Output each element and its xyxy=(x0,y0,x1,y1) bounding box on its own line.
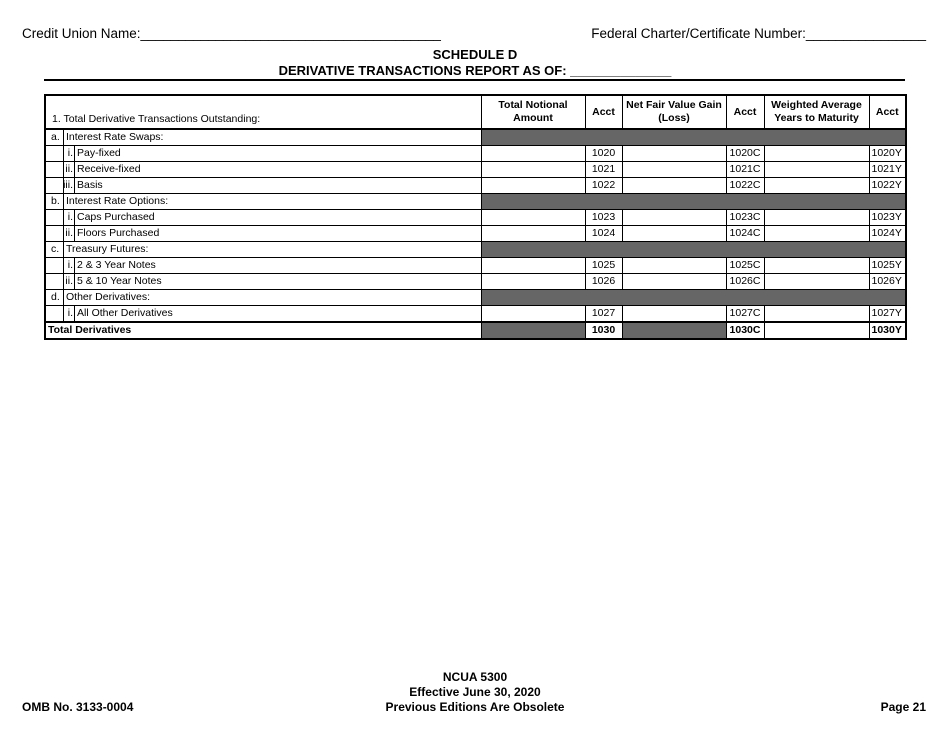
notional-amount-input[interactable] xyxy=(481,162,585,178)
wam-input[interactable] xyxy=(764,306,869,323)
acct-header-2: Acct xyxy=(726,95,764,129)
item-title: 5 & 10 Year Notes xyxy=(77,275,162,287)
item-number: ii. xyxy=(65,163,73,175)
acct-code: 1021 xyxy=(585,162,622,178)
net-fair-value-header: Net Fair Value Gain (Loss) xyxy=(622,95,726,129)
wam-input[interactable] xyxy=(764,162,869,178)
acct-code-c: 1023C xyxy=(726,210,764,226)
acct-code: 1023 xyxy=(585,210,622,226)
item-title: Pay-fixed xyxy=(77,147,121,159)
net-fair-value-input[interactable] xyxy=(622,162,726,178)
obsolete-note: Previous Editions Are Obsolete xyxy=(385,700,565,714)
section-label xyxy=(45,129,481,146)
acct-header-1: Acct xyxy=(585,95,622,129)
acct-code: 1024 xyxy=(585,226,622,242)
shaded-band xyxy=(481,290,906,306)
section-title: Interest Rate Options: xyxy=(66,195,169,207)
item-title: Receive-fixed xyxy=(77,163,141,175)
effective-date: Effective June 30, 2020 xyxy=(409,685,541,699)
acct-code-c: 1020C xyxy=(726,146,764,162)
table-row xyxy=(45,210,906,226)
shaded-band xyxy=(481,194,906,210)
section-title: Treasury Futures: xyxy=(66,243,149,255)
page-number: Page 21 xyxy=(880,700,926,714)
wam-header: Weighted Average Years to Maturity xyxy=(764,95,869,129)
total-acct-code: 1030 xyxy=(585,322,622,339)
acct-code: 1027 xyxy=(585,306,622,323)
net-fair-value-input[interactable] xyxy=(622,258,726,274)
wam-input[interactable] xyxy=(764,226,869,242)
acct-code-y: 1021Y xyxy=(869,162,906,178)
acct-code-y: 1020Y xyxy=(869,146,906,162)
acct-code-y: 1025Y xyxy=(869,258,906,274)
acct-code-c: 1026C xyxy=(726,274,764,290)
wam-input[interactable] xyxy=(764,146,869,162)
net-fair-value-input[interactable] xyxy=(622,146,726,162)
acct-code: 1025 xyxy=(585,258,622,274)
notional-amount-input[interactable] xyxy=(481,146,585,162)
acct-code-c: 1027C xyxy=(726,306,764,323)
line-item-label xyxy=(45,226,481,242)
line-item-label xyxy=(45,146,481,162)
section-label xyxy=(45,242,481,258)
title-rule xyxy=(44,79,905,81)
acct-code-c: 1021C xyxy=(726,162,764,178)
acct-code-c: 1022C xyxy=(726,178,764,194)
line-item-label xyxy=(45,274,481,290)
item-number: iii. xyxy=(63,179,73,191)
acct-header-3: Acct xyxy=(869,95,906,129)
line-item-label xyxy=(45,178,481,194)
item-title: Floors Purchased xyxy=(77,227,160,239)
item-number: ii. xyxy=(65,227,73,239)
table-row xyxy=(45,258,906,274)
item-title: 2 & 3 Year Notes xyxy=(77,259,156,271)
section-letter: a. xyxy=(51,131,60,143)
acct-code-y: 1026Y xyxy=(869,274,906,290)
total-label: Total Derivatives xyxy=(45,322,481,339)
line-item-label xyxy=(45,306,481,323)
charter-number-label: Federal Charter/Certificate Number:________________ xyxy=(591,26,926,41)
item-number: i. xyxy=(67,211,73,223)
acct-code: 1026 xyxy=(585,274,622,290)
shaded-band xyxy=(481,242,906,258)
section-letter: c. xyxy=(51,243,60,255)
wam-input[interactable] xyxy=(764,258,869,274)
section-row xyxy=(45,290,906,306)
derivative-transactions-table xyxy=(44,94,907,340)
line-item-label xyxy=(45,162,481,178)
table-header-row xyxy=(45,95,906,129)
table-row xyxy=(45,274,906,290)
section-row xyxy=(45,242,906,258)
total-notional-shaded xyxy=(481,322,585,339)
net-fair-value-input[interactable] xyxy=(622,306,726,323)
item-number: ii. xyxy=(65,275,73,287)
acct-code-y: 1024Y xyxy=(869,226,906,242)
report-title: DERIVATIVE TRANSACTIONS REPORT AS OF: ______________ xyxy=(278,63,672,78)
table-row xyxy=(45,162,906,178)
acct-code: 1022 xyxy=(585,178,622,194)
line-item-label xyxy=(45,210,481,226)
section-row xyxy=(45,129,906,146)
section-label xyxy=(45,290,481,306)
net-fair-value-input[interactable] xyxy=(622,274,726,290)
credit-union-name-label: Credit Union Name:________________________________________ xyxy=(22,26,441,41)
description-header: 1. Total Derivative Transactions Outstanding: xyxy=(45,95,481,129)
wam-input[interactable] xyxy=(764,178,869,194)
table-row xyxy=(45,226,906,242)
omb-number: OMB No. 3133-0004 xyxy=(22,700,134,714)
item-title: Basis xyxy=(77,179,103,191)
acct-code-c: 1024C xyxy=(726,226,764,242)
item-number: i. xyxy=(67,259,73,271)
line-item-label xyxy=(45,258,481,274)
total-acct-code-c: 1030C xyxy=(726,322,764,339)
net-fair-value-input[interactable] xyxy=(622,226,726,242)
section-label xyxy=(45,194,481,210)
net-fair-value-input[interactable] xyxy=(622,178,726,194)
schedule-title: SCHEDULE D xyxy=(432,47,518,62)
section-letter: b. xyxy=(51,195,60,207)
notional-amount-input[interactable] xyxy=(481,306,585,323)
section-row xyxy=(45,194,906,210)
total-fair-value-shaded xyxy=(622,322,726,339)
form-number: NCUA 5300 xyxy=(442,670,508,684)
wam-input[interactable] xyxy=(764,274,869,290)
acct-code: 1020 xyxy=(585,146,622,162)
acct-code-y: 1022Y xyxy=(869,178,906,194)
total-acct-code-y: 1030Y xyxy=(869,322,906,339)
notional-amount-input[interactable] xyxy=(481,210,585,226)
item-title: Caps Purchased xyxy=(77,211,155,223)
item-number: i. xyxy=(67,147,73,159)
total-row xyxy=(45,322,906,339)
total-wam-input[interactable] xyxy=(764,322,869,339)
wam-input[interactable] xyxy=(764,210,869,226)
table-row xyxy=(45,178,906,194)
notional-amount-input[interactable] xyxy=(481,226,585,242)
notional-amount-input[interactable] xyxy=(481,258,585,274)
table-row xyxy=(45,306,906,323)
notional-header: Total Notional Amount xyxy=(481,95,585,129)
acct-code-c: 1025C xyxy=(726,258,764,274)
net-fair-value-input[interactable] xyxy=(622,210,726,226)
section-title: Interest Rate Swaps: xyxy=(66,131,164,143)
notional-amount-input[interactable] xyxy=(481,178,585,194)
item-number: i. xyxy=(67,307,73,319)
shaded-band xyxy=(481,129,906,146)
item-title: All Other Derivatives xyxy=(77,307,173,319)
acct-code-y: 1023Y xyxy=(869,210,906,226)
notional-amount-input[interactable] xyxy=(481,274,585,290)
section-title: Other Derivatives: xyxy=(66,291,151,303)
acct-code-y: 1027Y xyxy=(869,306,906,323)
section-letter: d. xyxy=(51,291,60,303)
table-row xyxy=(45,146,906,162)
